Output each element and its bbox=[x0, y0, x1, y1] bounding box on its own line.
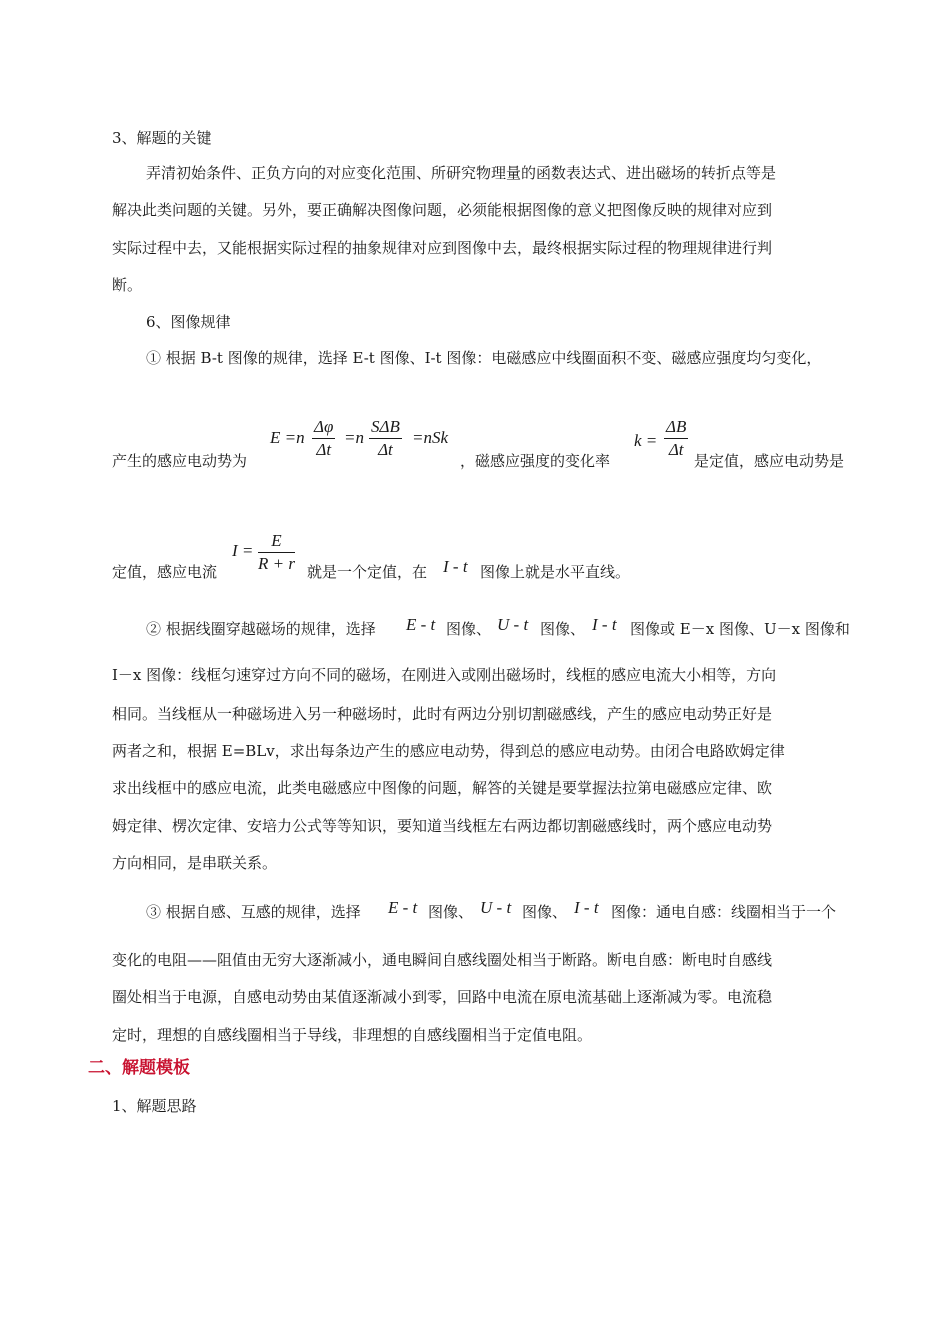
rule-1-line-1: ① 根据 B-t 图像的规律，选择 E-t 图像、I-t 图像：电磁感应中线圈面积不变、磁感应强度均匀变化， bbox=[146, 349, 822, 367]
rule-1-text-b: ，磁感应强度的变化率 bbox=[460, 452, 611, 470]
i-lhs: I = bbox=[232, 541, 254, 560]
k-fraction-num: ΔB bbox=[664, 416, 688, 439]
rule-3-text-b: 图像、 bbox=[428, 903, 474, 921]
emf-rhs: =nSk bbox=[412, 428, 449, 447]
rule-3-text-a: ③ 根据自感、互感的规律，选择 bbox=[146, 903, 361, 921]
e-t-label: E - t bbox=[406, 615, 436, 634]
emf-fraction-1-den: Δt bbox=[316, 440, 332, 459]
paragraph-line: 求出线框中的感应电流，此类电磁感应中图像的问题，解答的关键是要掌握法拉第电磁感应定律、欧 bbox=[112, 779, 773, 797]
rule-3-text-d: 图像：通电自感：线圈相当于一个 bbox=[611, 903, 837, 921]
paragraph-line: 变化的电阻——阻值由无穷大逐渐减小，通电瞬间自感线圈处相当于断路。断电自感：断电时自感线 bbox=[112, 951, 773, 969]
paragraph-line: 方向相同，是串联关系。 bbox=[112, 854, 278, 872]
k-fraction bbox=[664, 416, 688, 461]
paragraph-line: 定时，理想的自感线圈相当于导线，非理想的自感线圈相当于定值电阻。 bbox=[112, 1026, 593, 1044]
emf-fraction-1-num: Δφ bbox=[312, 416, 335, 439]
emf-fraction-1 bbox=[312, 416, 335, 461]
i-fraction bbox=[258, 530, 295, 575]
rule-2-text-c: 图像、 bbox=[540, 620, 586, 638]
rule-1-text-a: 产生的感应电动势为 bbox=[112, 452, 248, 470]
u-t-label: U - t bbox=[497, 615, 529, 634]
i-t-label-2: I - t bbox=[592, 615, 617, 634]
emf-fraction-2-den: Δt bbox=[378, 440, 393, 459]
rule-1-text-f: 图像上就是水平直线。 bbox=[480, 563, 631, 581]
rule-2-text-d: 图像或 E－x 图像、U－x 图像和 bbox=[630, 620, 850, 638]
section-1-title: 1、解题思路 bbox=[112, 1097, 197, 1115]
section-2-heading: 二、解题模板 bbox=[88, 1058, 190, 1078]
i-fraction-den: R + r bbox=[258, 554, 295, 573]
paragraph-line: 断。 bbox=[112, 276, 143, 294]
paragraph-line: 姆定律、楞次定律、安培力公式等等知识，要知道当线框左右两边都切割磁感线时，两个感应电动势 bbox=[112, 817, 773, 835]
e-t-label-3: E - t bbox=[388, 898, 418, 917]
emf-eq2: =n bbox=[344, 428, 364, 447]
rule-2-text-b: 图像、 bbox=[446, 620, 492, 638]
emf-fraction-2-num: SΔB bbox=[369, 416, 402, 439]
paragraph-line: 两者之和，根据 E=BLv，求出每条边产生的感应电动势，得到总的感应电动势。由闭合电路欧姆定律 bbox=[112, 742, 785, 760]
k-fraction-den: Δt bbox=[668, 440, 684, 459]
i-fraction-num: E bbox=[258, 530, 295, 553]
rule-1-text-d: 定值，感应电流 bbox=[112, 563, 218, 581]
k-lhs: k = bbox=[634, 431, 658, 450]
section-3-title: 3、解题的关键 bbox=[112, 129, 212, 147]
emf-fraction-2 bbox=[369, 416, 402, 461]
paragraph-line: 圈处相当于电源，自感电动势由某值逐渐减小到零，回路中电流在原电流基础上逐渐减为零。电流稳 bbox=[112, 988, 773, 1006]
i-t-label-3: I - t bbox=[574, 898, 599, 917]
paragraph-line: 相同。当线框从一种磁场进入另一种磁场时，此时有两边分别切割磁感线，产生的感应电动势正好是 bbox=[112, 705, 773, 723]
i-t-label: I - t bbox=[443, 557, 468, 576]
emf-lhs: E =n bbox=[270, 428, 305, 447]
u-t-label-3: U - t bbox=[480, 898, 512, 917]
rule-2-text-a: ② 根据线圈穿越磁场的规律，选择 bbox=[146, 620, 376, 638]
paragraph-line: 弄清初始条件、正负方向的对应变化范围、所研究物理量的函数表达式、进出磁场的转折点等是 bbox=[146, 164, 777, 182]
paragraph-line: 解决此类问题的关键。另外，要正确解决图像问题，必须能根据图像的意义把图像反映的规律对应到 bbox=[112, 201, 773, 219]
section-6-title: 6、图像规律 bbox=[146, 313, 231, 331]
rule-1-text-c: 是定值，感应电动势是 bbox=[694, 452, 845, 470]
paragraph-line: 实际过程中去，又能根据实际过程的抽象规律对应到图像中去，最终根据实际过程的物理规律进行判 bbox=[112, 239, 773, 257]
rule-1-text-e: 就是一个定值，在 bbox=[307, 563, 428, 581]
paragraph-line: I－x 图像：线框匀速穿过方向不同的磁场，在刚进入或刚出磁场时，线框的感应电流大小相等，方向 bbox=[112, 666, 777, 684]
rule-3-text-c: 图像、 bbox=[522, 903, 568, 921]
